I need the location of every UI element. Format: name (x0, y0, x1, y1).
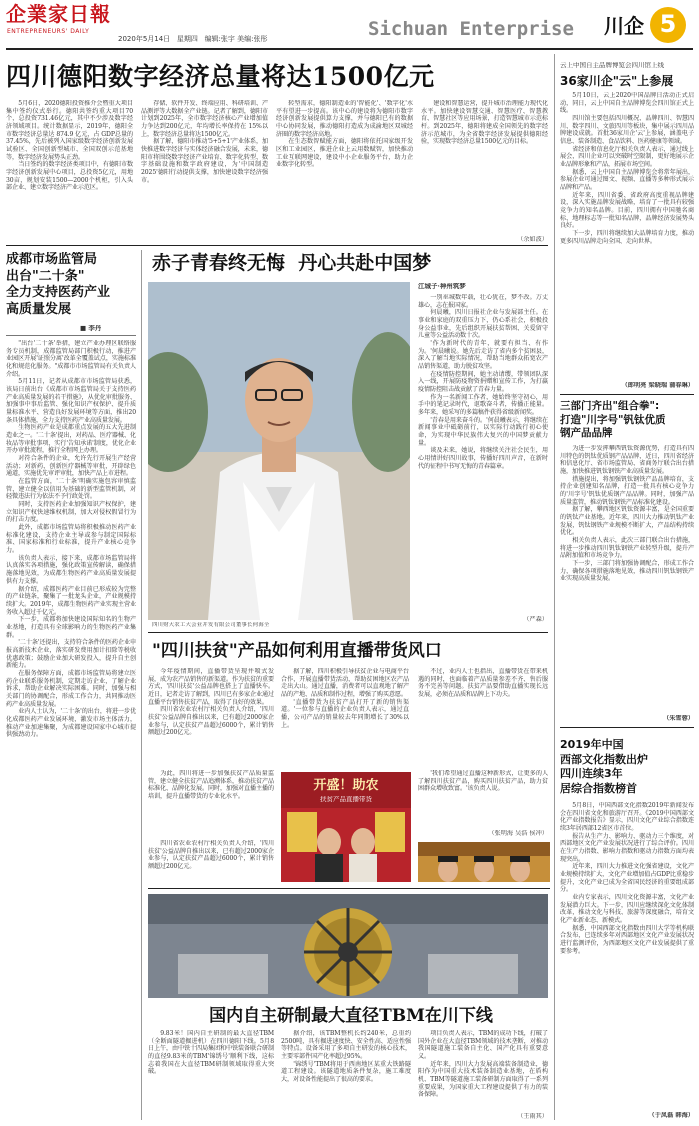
left-headline-l4: 高质量发展 (6, 301, 72, 317)
left-p7: 此外，成都市场监管局将积极推动医药产业标准化建设，支持企业主导或参与制定国际标准、国家标准和行业标准，提升产业核心竞争力。 (6, 524, 136, 555)
lead-col-2 (141, 100, 268, 242)
r1-p1: 5月10日，云上2020中国品牌日活动正式启动，同日，云上中国自主品牌博览会四川馆正式上线。 (560, 92, 694, 115)
left-p6: 同时，支持医药企业加强知识产权保护，建立知识产权快速维权机制，加大对侵权假冒行为的打击力度。 (6, 501, 136, 524)
lead-bottom-rule (6, 245, 548, 246)
r2-headline-l1: 三部门齐出"组合拳": (560, 400, 660, 412)
r2-headline-l3: 钢产品品牌 (560, 427, 613, 440)
r1-bottom-rule (560, 394, 694, 395)
tbm-p4: 项目负责人表示，TBM的成功下线，打破了国外企业在大直径TBM领域的技术垄断，对推动我国隧道施工装备自主化、国产化具有重要意义。 (418, 1030, 548, 1061)
r3-p3: 近年来，四川大力推进文化强省建设，文化产业规模持续扩大，文化产业增加值占GDP比重稳步提升，文化产业已成为全省国民经济的重要组成部分。 (560, 863, 694, 894)
left-p8: 该负责人表示，接下来，成都市场监管局将认真落实各项措施，强化政策宣传解读，确保措施落地见效，为成都生物医药产业高质量发展提供有力支撑。 (6, 554, 136, 585)
r3-headline-l2: 西部文化指数出炉 (560, 752, 648, 766)
feature-p5: '青春是用来奋斗的。'何晨曦表示，将继续在新闻事业中砥砺前行，以实际行动践行初心使命，为实现中华民族伟大复兴的中国梦贡献力量。 (418, 416, 548, 447)
poverty-headline: "四川扶贫"产品如何利用直播带货风口 (152, 641, 442, 661)
feature-p2: '作为新时代的青年，就要有担当、有作为。'何晨曦说。她先后走访了省内多个贫困县，深入了解当地实际情况，帮助当地群众拓宽农产品销售渠道，助力脱贫攻坚。 (418, 340, 548, 371)
masthead (0, 0, 699, 48)
left-column-divider (141, 250, 142, 1120)
lead-col2-p1: 存储、软件开发、终端应用、科研培训、产品测评等大数据全产业链。记者了解到，德阳市计划到2025年，全市数字经济核心产业增加值力争达到200亿元，年均增长率保持在 15%以上，数字经济总量将达1500亿元。 (141, 100, 268, 138)
left-p1: "出台'二十条'举措，建立产业办理区联络服务专员机制，成都监管局部门积极行动，推进产业园区开展'证照分离'改革全覆盖试点，实施标准化和规范化服务。"成都市市场监管局有关负责人介绍。 (6, 340, 136, 378)
feature-p1: 何晨曦，四川日报社企业与发展部主任。在事业和家庭的双重压力下，仍心系社会，积极投身公益事业，先后组织开展扶贫帮困、关爱留守儿童等公益活动数十次。 (418, 309, 548, 340)
tbm-col-3 (418, 1030, 548, 1114)
poverty-col-3 (418, 668, 548, 770)
left-p5: 在监管方面，'二十条'明确实施包容审慎监管，建立健全以信用为基础的新型监管机制，对轻微违法行为依法不予行政处罚。 (6, 478, 136, 501)
feature-p3: 在疫情防控期间，她主动请缨，带领团队深入一线，开展防疫物资捐赠和宣传工作，为打赢疫情防控阻击战贡献了青春力量。 (418, 370, 548, 394)
feature-poem: 一别巫城数年载，壮心犹在，梦不改。万丈雄心，志在报国家。 (418, 294, 548, 309)
feature-author: 江城子·神州筑梦 (418, 283, 466, 290)
feature-byline: （严森） (523, 616, 548, 623)
r3-p2: 报告从生产力、影响力、驱动力三个维度，对西部地区文化产业发展状况进行了综合评价。四川在生产力指数、影响力指数和驱动力指数方面均表现突出。 (560, 832, 694, 863)
poverty-p7: '我们希望通过直播这种新形式，让更多的人了解四川扶贫产品，购买四川扶贫产品，助力贫困群众增收致富。'该负责人说。 (418, 770, 548, 793)
r2-p3: 据了解，攀西地区钒钛资源丰富，是全国重要的钒钛产业基地。近年来，四川大力推动钒钛产业发展，钒钛钢铁产业规模不断扩大，产品结构持续优化。 (560, 506, 694, 537)
tbm-p2: 据介绍，该TBM整机长约240米，总重约2500吨，具有掘进速度快、安全性高、适应性强等特点。设备采用了多项自主研发的核心技术，主要零部件国产化率超过95%。 (281, 1030, 411, 1061)
feature-headline: 赤子青春终无悔 丹心共赴中国梦 (152, 252, 432, 274)
weekday-text: 星期四 (176, 35, 198, 43)
r2-bottom-rule (560, 727, 694, 728)
lead-col1-p2: 当日签约的数字经济类项目中，有德阳市数字经济创新发展中心项目，总投资5亿元，用地30亩，规划安装1500—2000个机柜，引入头部企业、建立数字经济产业示范区。 (6, 161, 133, 192)
r1-headline: 36家川企"云"上参展 (560, 74, 674, 88)
poverty-col-1c (148, 840, 274, 882)
r2-body (560, 445, 694, 713)
ethnic-costume-illustration (418, 842, 550, 882)
newspaper-logo-en: ENTREPRENEURS' DAILY (7, 28, 90, 35)
left-p13: 业内人士认为，'二十条'的出台，将进一步优化成都医药产业发展环境，激发市场主体活力，推动产业加速集聚，为成都建设国家中心城市提供强劲动力。 (6, 708, 136, 739)
r1-p3: 省经济和信息化厅相关负责人表示，通过线上展会，四川企业可以突破时空限制，更好地展示企业品牌形象和产品，拓展市场空间。 (560, 145, 694, 169)
section-title-en: Sichuan Enterprise (368, 18, 574, 40)
lead-col3-p2: 在生态数智赋能方面，德阳将依托国家级开发区和工业园区，推进企业上云用数赋智，加快推动工业互联网建设，建设中小企业服务平台，助力企业数字化转型。 (276, 138, 413, 169)
r2-p4: 相关负责人表示，此次三部门联合出台措施，将进一步推动四川钒钛钢铁产业转型升级，提升产品附加值和市场竞争力。 (560, 537, 694, 560)
left-p10: 下一步，成都将加快建设国际知名的生物产业基地，打造具有全球影响力的生物医药产业集群。 (6, 616, 136, 639)
poverty-p2: 四川省农业农村厅相关负责人介绍，'四川扶贫'公益品牌自推出以来，已有超过2000家企业参与，认定扶贫产品超过6000个，累计销售额超过200亿元。 (148, 706, 274, 737)
r2-byline: （朱雪蓉） (663, 715, 694, 722)
r2-headline-l2: 打造"川字号"钒钛优质 (560, 413, 666, 426)
livestream-banner-1: 开盛！助农 (313, 778, 379, 793)
poverty-col-2 (281, 668, 409, 770)
left-headline-l2: 出台"二十条" (6, 268, 85, 284)
r1-body (560, 92, 694, 322)
r1-p6: 下一步，四川将继续加大品牌培育力度，推动更多四川品牌走向全国、走向世界。 (560, 230, 694, 245)
tbm-col-1 (148, 1030, 274, 1122)
livestream-photo-2 (418, 842, 550, 882)
lead-headline: 四川德阳数字经济总量将达1500亿元 (6, 62, 435, 91)
r3-byline: （于凤磊 韩海） (648, 1112, 694, 1119)
lead-byline: （余如波） (517, 236, 548, 243)
tbm-photo (148, 894, 548, 998)
r3-p5: 据悉，中国西部文化指数由四川大学等机构联合发布，已连续多年对西部地区文化产业发展状况进行监测评价，为西部地区文化产业发展提供了重要参考。 (560, 924, 694, 955)
poverty-byline: （张明海 吴浩 侯冲） (488, 830, 548, 837)
masthead-rule (6, 48, 693, 50)
lead-col3-p1: 转型需求，德阳制造业的'智能化'、'数字化'水平有望进一步提高。该中心的建设将为德阳市数字经济创新发展提供算力支撑，并与德阳已有的数据中心协同发展，推动德阳打造成为成渝地区双城经济圈的数字经济高地。 (276, 100, 413, 138)
poverty-p6: 为此，四川将进一步加强扶贫产品质量监管，建立健全扶贫产品追溯体系，推动扶贫产品标准化、品牌化发展。同时，加强对直播主播的培训，提升直播带货的专业化水平。 (148, 770, 274, 801)
r2-headline (560, 400, 694, 441)
r1-p4: 据悉，云上中国自主品牌博览会将常年展出，参展企业可通过图文、视频、直播等多种形式展示品牌和产品。 (560, 168, 694, 192)
poverty-p4: '直播带货为扶贫产品打开了新的销售渠道。'一位参与直播的企业负责人表示，通过直播，公司产品的销量较去年同期增长了30%以上。 (281, 698, 409, 729)
r1-p2: 四川馆主要包括四川概况、品牌四川、智慧四川、数字四川、文旅四川等板块，集中展示四川品牌建设成就。首批36家川企'云'上参展，涵盖电子信息、装备制造、食品饮料、医药健康等领域。 (560, 115, 694, 146)
r3-headline-l3: 四川连续3年 (560, 767, 623, 781)
lead-col2-p2: 据了解，德阳市推动'5+5+1'产业体系，加快推进数字经济与实体经济融合发展，未来，德阳市将围绕数字经济产业培育、数字化转型、数字基础设施和数字政府建设，为'中国制造2025'德阳行动提供支撑，加快建设数字经济强市。 (141, 138, 268, 184)
r3-p4: 业内专家表示，四川文化资源丰富，文化产业发展潜力巨大。下一步，四川应继续深化文化体制改革，推动文化与科技、旅游等深度融合，培育文化产业新业态、新模式。 (560, 894, 694, 925)
livestream-banner-2: 扶贫产品直播带货 (320, 796, 372, 803)
r3-headline-l1: 2019年中国 (560, 738, 624, 751)
left-p4: 对符合条件的企业，允许先行开展生产经营活动；对新药、创新医疗器械等审批，开辟绿色通道，实施优先审评审批，加快产品上市进程。 (6, 455, 136, 478)
left-p11: '二十条'还提出，支持符合条件的医药企业申报高新技术企业，落实研发费用加计扣除等税收优惠政策；鼓励企业加大研发投入，提升自主创新能力。 (6, 639, 136, 670)
left-p9: 据介绍，成都医药产业目前已形成较为完整的产业链条，聚集了一批龙头企业，产业规模持续扩大。2019年，成都生物医药产业实现主营业务收入超过千亿元。 (6, 585, 136, 616)
feature-p6: 谈及未来，她说，将继续关注社会民生，用心用情讲好四川故事，传播好四川声音，在新时代的征程中书写无悔的青春篇章。 (418, 447, 548, 470)
page-number-badge (650, 7, 686, 43)
tbm-col-2 (281, 1030, 411, 1122)
r3-headline-l4: 居综合指数榜首 (560, 781, 637, 795)
lead-col-3 (276, 100, 413, 242)
tbm-byline: （王雨其） (517, 1113, 548, 1120)
poverty-bottom-rule (148, 888, 550, 889)
lead-col-4 (421, 100, 548, 236)
r1-kicker: 云上中国自主品牌博览会四川馆上线 (560, 62, 664, 69)
right-column-divider (554, 54, 555, 1120)
left-headline-l1: 成都市场监管局 (6, 252, 98, 267)
tbm-p3: '锦绣号'TBM将用于西南地区某重大铁路隧道工程建设。该隧道地质条件复杂，施工难度大，对设备性能提出了很高的要求。 (281, 1060, 411, 1084)
poverty-p5: 不过，业内人士也指出，直播带货在带来机遇的同时，也面临着产品质量参差不齐、售后服务不完善等问题。扶贫产品要借助直播实现长远发展，必须在品质和品牌上下功夫。 (418, 668, 548, 699)
left-story-headline (6, 252, 136, 319)
poverty-col-3b (418, 770, 548, 828)
feature-body (418, 294, 548, 622)
poverty-extra: 四川省农业农村厅相关负责人介绍，'四川扶贫'公益品牌自推出以来，已有超过2000家企业参与，认定扶贫产品超过6000个，累计销售额超过200亿元。 (148, 840, 274, 871)
editors-text: 编辑:张宇 美编:张彤 (204, 35, 268, 43)
lead-col-1 (6, 100, 133, 242)
tbm-p1: 9.83米！国内自主研制的最大直径TBM（全断面隧道掘进机）在四川德阳下线。5月8日上午，由中铁十四局集团和中铁装备联合研制的直径9.83米的TBM'锦绣号'顺利下线，这标志着我国在大直径TBM研制领域取得重大突破。 (148, 1030, 274, 1076)
left-author: ■ 李丹 (80, 325, 102, 332)
r1-p5: 近年来，四川省委、省政府高度重视品牌建设，深入实施品牌发展战略，培育了一批具有较强竞争力的知名品牌。目前，四川拥有中国驰名商标、地理标志等一批知名品牌，品牌经济发展势头良好。 (560, 191, 694, 230)
left-author-rule (6, 335, 136, 336)
newspaper-logo: 企業家日報 (6, 2, 111, 26)
r2-p2: 措施提出，将加强钒钛钢铁产品品牌培育，支持企业创建知名品牌，打造一批具有核心竞争力的'川字号'钒钛优质钢产品品牌。同时，加强产品质量监管，推动钒钛钢铁产品标准化建设。 (560, 475, 694, 506)
portrait-caption: 四川财大农工大会业并发有限公司董事长何海全 (152, 622, 270, 628)
r1-byline: （郎明亮 梁晓瑞 蒲春琳） (621, 382, 694, 389)
poverty-p1: 今年疫情期间，直播带货呈现井喷式发展，成为农产品销售的新渠道。作为扶贫的重要方式，'四川扶贫'公益品牌也搭上了直播快车。近日，记者走访了解到，四川已有多家企业通过直播平台销售扶贫产品，取得了良好的效果。 (148, 668, 274, 706)
feature-p4: 作为一名新闻工作者，她始终坚守初心，用手中的笔记录时代，讴歌奋斗者，传播正能量。多年来，她采写的多篇稿件获得省级新闻奖。 (418, 393, 548, 417)
r3-body (560, 802, 694, 1108)
left-story-body (6, 340, 136, 1120)
r2-p5: 下一步，三部门将加强协调配合，形成工作合力，确保各项措施落地见效，推动四川钒钛钢铁产业实现高质量发展。 (560, 560, 694, 583)
left-headline-l3: 全力支持医药产业 (6, 285, 111, 301)
date-text: 2020年5月14日 (118, 35, 171, 43)
lead-col4-p1: 建设和智慧运营，提升城市治理能力现代化水平。加快建设智慧交通、智慧医疗、智慧教育、智慧社区等应用场景，打造智慧城市示范标杆。到2025年，德阳将建成全国领先的数字经济示范城市，为全省数字经济发展提供德阳经验，实现数字经济总量1500亿元的目标。 (421, 100, 548, 146)
tbm-headline: 国内自主研制最大直径TBM在川下线 (209, 1006, 493, 1026)
poverty-col-1 (148, 668, 274, 770)
r3-p1: 5月8日，中国西部文化指数2019年新闻发布会在四川省文化和旅游厅召开。《2019中国西部文化产业指数报告》显示，四川文化产业综合指数连续3年居西部12省区市首位。 (560, 802, 694, 833)
section-title-cn: 川企 (604, 14, 644, 38)
lead-col1-p1: 5月6日，2020德阳投资推介会暨重大项目集中签约仪式举行。德阳共签约重大项目70个，总投资731.46亿元，其中不少涉及数字经济领域项目。统计数据显示，2019年，德阳全市数字经济总量达 874.9 亿元，占 GDP总量的37.45%，先后被列入国家级数字经济创新发展试验区、全国创新型城市、全国双创示范基地等，数字经济发展势头正劲。 (6, 100, 133, 161)
livestream-photo-1 (281, 772, 411, 882)
tbm-p5: 近年来，四川大力发展高端装备制造业，德阳作为中国重大技术装备制造业基地，在盾构机、TBM等隧道施工装备研制方面取得了一系列重要成果，为国家重大工程建设提供了有力的装备保障。 (418, 1060, 548, 1099)
issue-date (118, 35, 268, 44)
left-p3: 生物医药产业是成都重点发展的五大先进制造业之一。'二十条'提出，对药品、医疗器械、化妆品等审批事项，实行'告知承诺'制度，优化企业开办审批流程，推行全程网上办理。 (6, 424, 136, 455)
portrait-illustration (148, 282, 410, 620)
portrait-photo (148, 282, 410, 620)
poverty-p3: 据了解，四川积极引导扶贫企业与电商平台合作，开展直播带货活动，帮助贫困地区农产品走出大山。通过直播，消费者可以直观地了解产品的产地、品质和制作过程，增强了购买意愿。 (281, 668, 409, 699)
left-p12: 在服务保障方面，成都市场监管局将建立医药企业联系服务机制，定期走访企业，了解企业诉求，帮助企业解决实际困难。同时，加强与相关部门的协调配合，形成工作合力，共同推动医药产业高质量发展。 (6, 669, 136, 708)
tbm-machine-illustration (148, 894, 548, 998)
page-number: 5 (659, 10, 677, 38)
r2-p1: 为进一步发挥攀西钒钛资源优势，打造具有四川特色的钒钛优质钢产品品牌，近日，四川省经济和信息化厅、省市场监管局、省商务厅联合出台措施，加快推进钒钛钢铁产业高质量发展。 (560, 445, 694, 476)
poverty-col-1b (148, 770, 274, 838)
r3-headline (560, 738, 694, 796)
feature-bottom-rule (148, 632, 548, 633)
left-p2: 5月11日，记者从成都市市场监管局获悉，该局日前出台《成都市市场监管局关于支持医药产业高质量发展的若干措施》，从优化审批服务、加强事中事后监管、强化知识产权保护、提升质量标准水平、营造良好发展环境等方面，推出20条具体措施，全力支持医药产业高质量发展。 (6, 378, 136, 424)
